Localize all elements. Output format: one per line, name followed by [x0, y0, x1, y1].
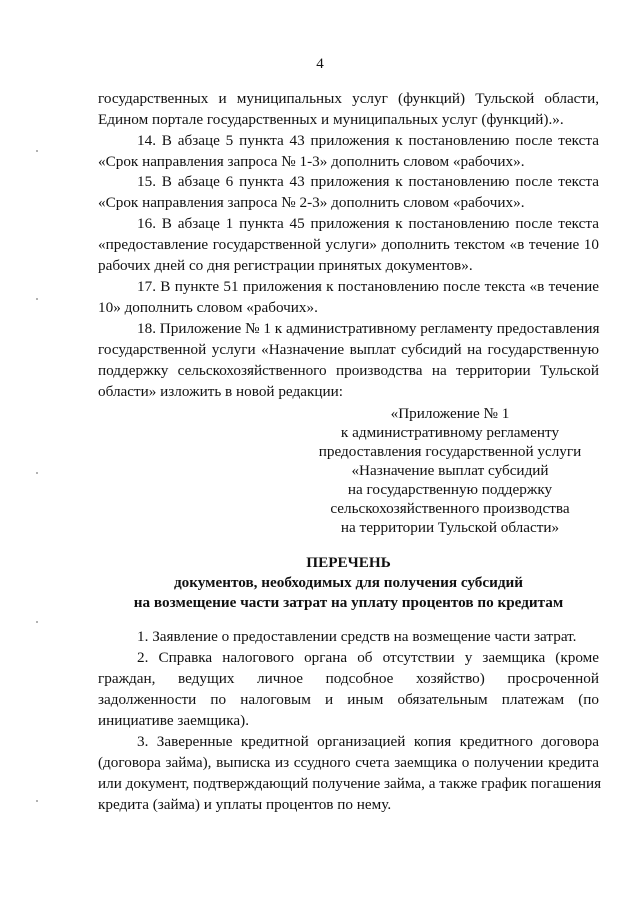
list-item-line: или документ, подтверждающий получение займа, а также график погашения: [98, 775, 602, 792]
list-item-line: (договора займа), выписка из ссудного счета заемщика о получении кредита: [98, 754, 599, 771]
scan-speck: [36, 621, 38, 623]
body-line: государственных и муниципальных услуг (функций) Тульской области,: [98, 90, 599, 107]
list-item-line: 2. Справка налогового органа об отсутствии у заемщика (кроме: [137, 649, 599, 666]
list-item-line: кредита (займа) и уплаты процентов по нему.: [98, 796, 392, 813]
appendix-line: на территории Тульской области»: [340, 519, 560, 536]
list-item-line: 3. Заверенные кредитной организацией копия кредитного договора: [137, 733, 599, 750]
appendix-line: предоставления государственной услуги: [318, 443, 582, 460]
list-item-line: граждан, ведущих личное подсобное хозяйство) просроченной: [98, 670, 599, 687]
body-line: «Срок направления запроса № 1-3» дополнить словом «рабочих».: [98, 153, 525, 170]
appendix-line: на государственную поддержку: [347, 481, 553, 498]
body-line: 14. В абзаце 5 пункта 43 приложения к постановлению после текста: [137, 132, 599, 149]
list-subtitle-line: документов, необходимых для получения субсидий: [173, 574, 524, 591]
body-line: государственной услуги «Назначение выплат субсидий на государственную: [98, 341, 599, 358]
body-line: 17. В пункте 51 приложения к постановлению после текста «в течение: [137, 278, 599, 295]
list-item-line: 1. Заявление о предоставлении средств на возмещение части затрат.: [137, 628, 577, 645]
body-line: «Срок направления запроса № 2-3» дополнить словом «рабочих».: [98, 194, 525, 211]
appendix-line: к административному регламенту: [340, 424, 560, 441]
body-line: поддержку сельскохозяйственного производства на территории Тульской: [98, 362, 599, 379]
body-line: рабочих дней со дня регистрации принятых документов».: [98, 257, 473, 274]
appendix-line: «Приложение № 1: [390, 405, 510, 422]
appendix-line: «Назначение выплат субсидий: [351, 462, 549, 479]
body-line: Едином портале государственных и муниципальных услуг (функций).».: [98, 111, 564, 128]
body-line: 18. Приложение № 1 к административному регламенту предоставления: [137, 320, 600, 337]
body-line: 10» дополнить словом «рабочих».: [98, 299, 318, 316]
list-heading: ПЕРЕЧЕНЬ: [306, 554, 391, 571]
body-line: 15. В абзаце 6 пункта 43 приложения к постановлению после текста: [137, 173, 599, 190]
scan-speck: [36, 472, 38, 474]
body-line: области» изложить в новой редакции:: [98, 383, 343, 400]
list-subtitle-line: на возмещение части затрат на уплату процентов по кредитам: [133, 594, 564, 611]
scan-speck: [36, 298, 38, 300]
list-item-line: инициативе заемщика).: [98, 712, 250, 729]
scan-speck: [36, 150, 38, 152]
body-line: 16. В абзаце 1 пункта 45 приложения к постановлению после текста: [137, 215, 599, 232]
scan-speck: [36, 800, 38, 802]
page-number: 4: [316, 56, 324, 72]
list-item-line: задолженности по налоговым и иным обязательным платежам (по: [98, 691, 599, 708]
body-line: «предоставление государственной услуги» дополнить текстом «в течение 10: [98, 236, 599, 253]
appendix-line: сельскохозяйственного производства: [330, 500, 570, 517]
